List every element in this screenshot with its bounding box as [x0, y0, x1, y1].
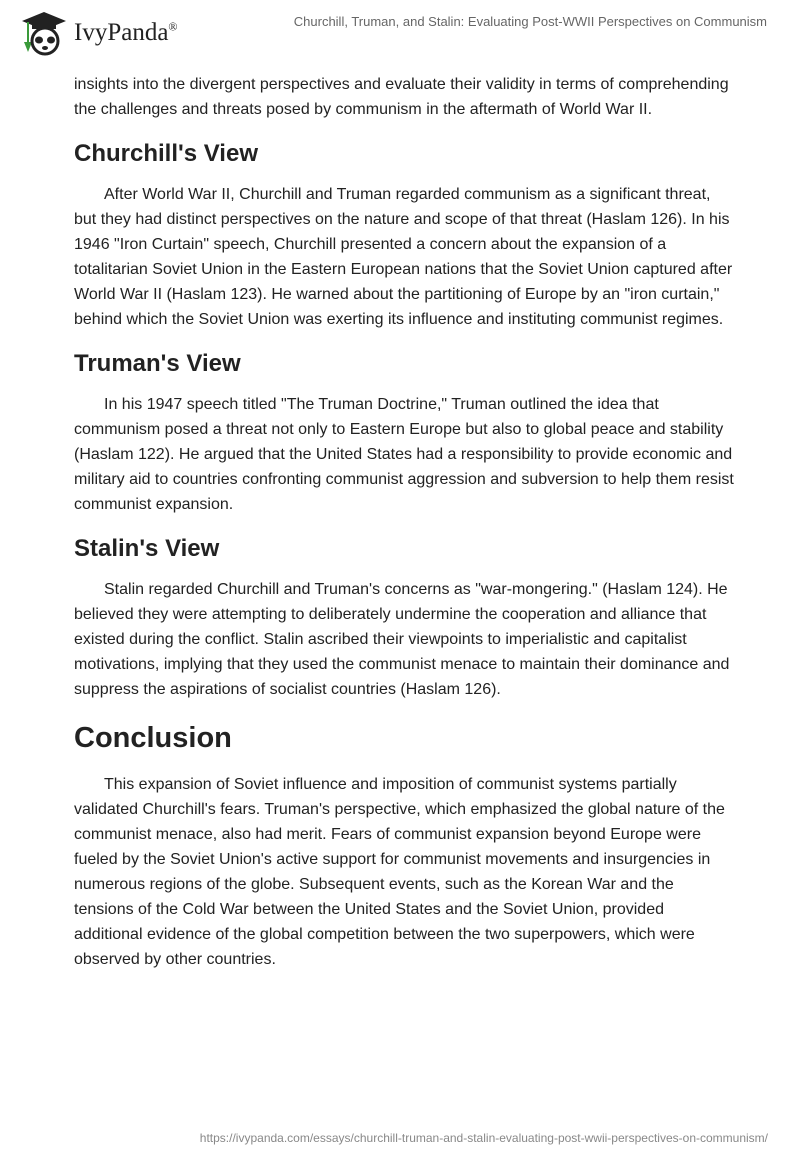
- paragraph: After World War II, Churchill and Truman regarded communism as a significant threat, but they had distinct perspectives on the nature and scope of that threat (Haslam 126). In his 1946 "Iron Curtain" speech, Churchill presented a concern about the expansion of a totalitarian Soviet Union in the Eastern European nations that the Soviet Union captured after World War II (Haslam 123). He warned about the partitioning of Europe by an "iron curtain," behind which the Soviet Union was exerting its influence and instituting communist regimes.: [74, 186, 733, 328]
- section-heading: Conclusion: [74, 722, 232, 754]
- paragraph: Stalin regarded Churchill and Truman's concerns as "war-mongering." (Haslam 124). He believed they were attempting to deliberately undermine the cooperation and alliance that existed during the conflict. Stalin ascribed their viewpoints to imperialistic and capitalist motivations, implying that they used the communist menace to maintain their dominance and suppress the aspirations of socialist countries (Haslam 126).: [74, 581, 730, 698]
- section-heading: Churchill's View: [74, 140, 258, 167]
- source-url[interactable]: https://ivypanda.com/essays/churchill-truman-and-stalin-evaluating-post-wwii-perspectives-on-communism/: [199, 1131, 768, 1145]
- document-title: Churchill, Truman, and Stalin: Evaluating Post-WWII Perspectives on Communism: [293, 14, 767, 29]
- paragraph: In his 1947 speech titled "The Truman Doctrine," Truman outlined the idea that communism posed a threat not only to Eastern Europe but also to global peace and stability (Haslam 122). He argued that the United States had a responsibility to provide economic and military aid to countries confronting communist aggression and subversion to help them resist communist expansion.: [74, 396, 734, 513]
- logo-text: IvyPanda®: [74, 19, 178, 46]
- intro-paragraph: insights into the divergent perspectives and evaluate their validity in terms of comprehending the challenges and threats posed by communism in the aftermath of World War II.: [74, 76, 729, 118]
- panda-graduate-icon: [20, 10, 68, 56]
- section-heading: Stalin's View: [74, 535, 220, 562]
- section-heading: Truman's View: [74, 350, 241, 377]
- logo[interactable]: [20, 10, 178, 56]
- essay-body: [74, 72, 734, 972]
- paragraph: This expansion of Soviet influence and imposition of communist systems partially validated Churchill's fears. Truman's perspective, which emphasized the global nature of the communist menace, also had merit. Fears of communist expansion beyond Europe were fueled by the Soviet Union's active support for communist movements and insurgencies in numerous regions of the globe. Subsequent events, such as the Korean War and the tensions of the Cold War between the United States and the Soviet Union, provided additional evidence of the global competition between the two superpowers, which were observed by other countries.: [74, 776, 725, 968]
